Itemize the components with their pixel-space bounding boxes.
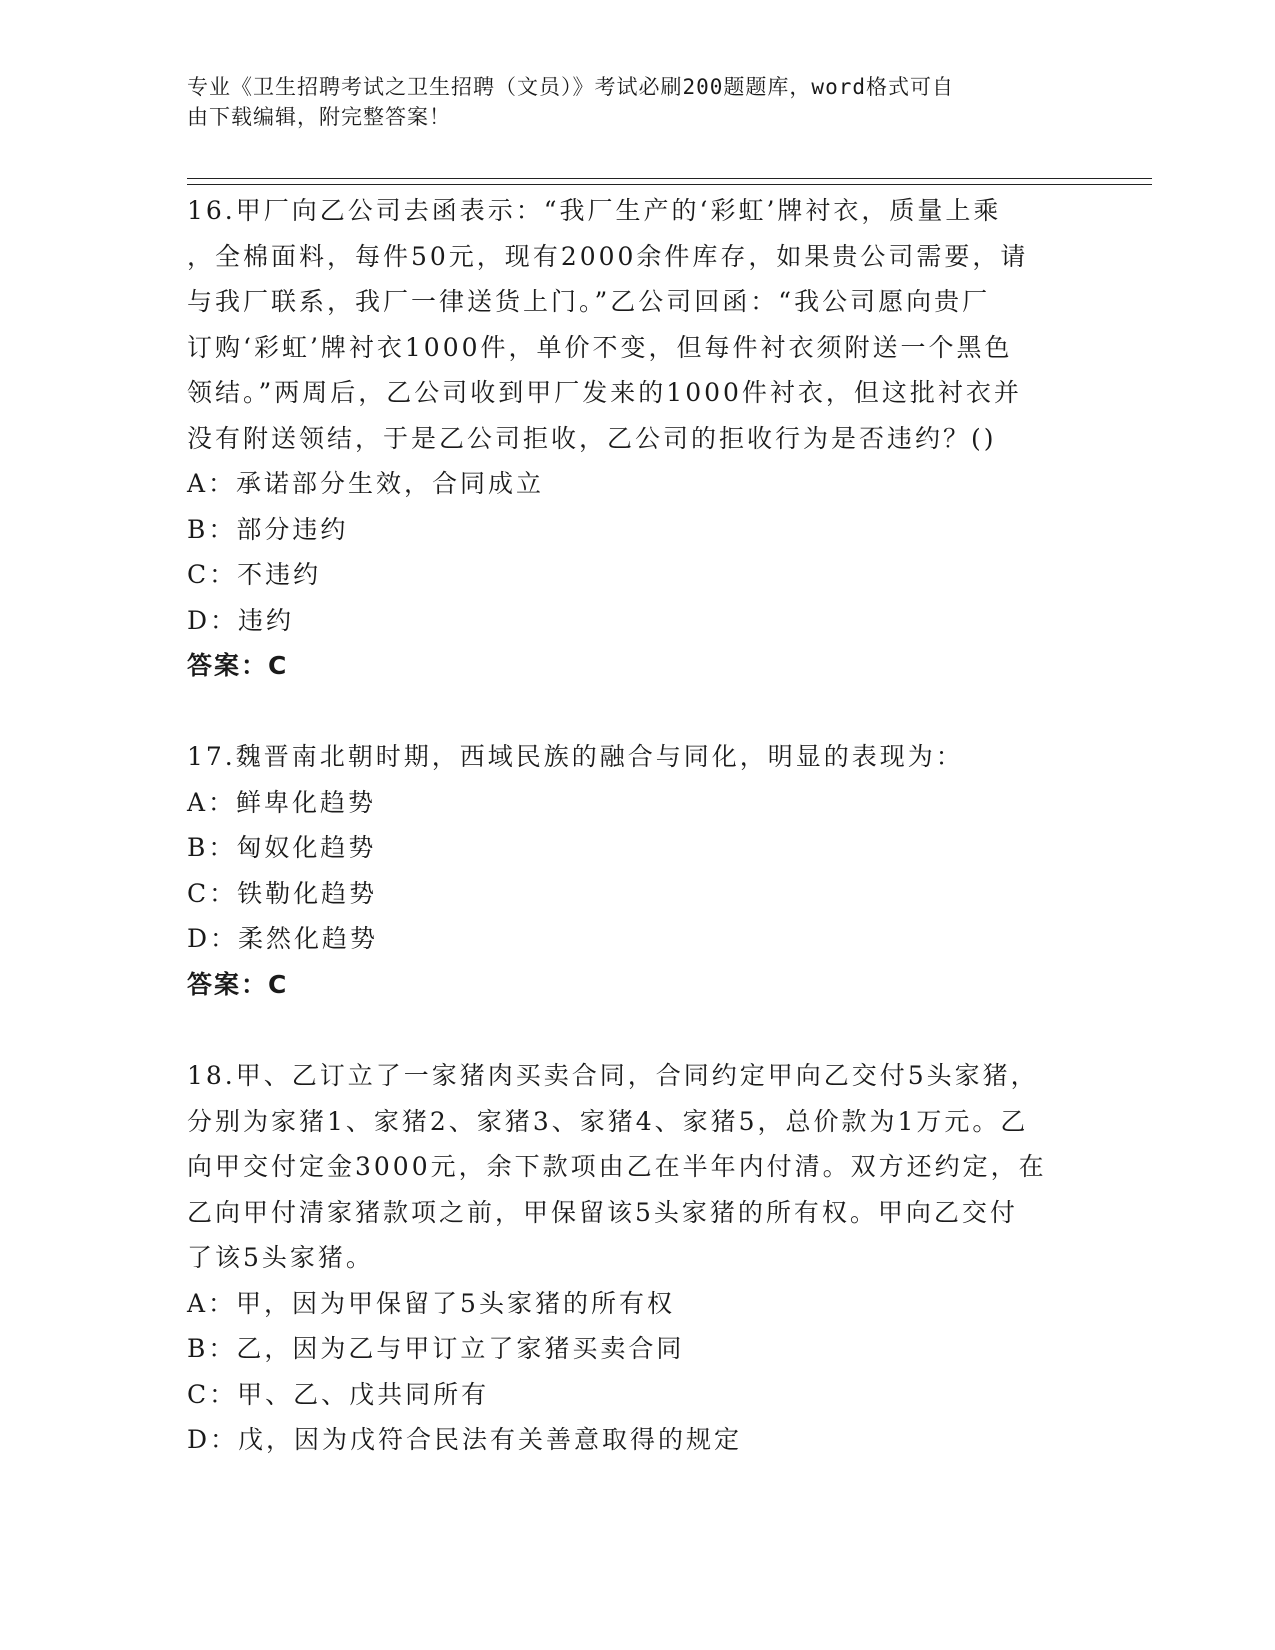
- header-divider-bottom: [187, 184, 1152, 185]
- option-b: B：乙，因为乙与甲订立了家猪买卖合同: [187, 1334, 685, 1363]
- header-divider-top: [187, 178, 1152, 179]
- option-a: A：甲，因为甲保留了5头家猪的所有权: [187, 1288, 675, 1318]
- option-b: B：部分违约: [187, 514, 349, 544]
- question-stem-line: ，全棉面料，每件50元，现有2000余件库存，如果贵公司需要，请: [187, 241, 1029, 271]
- question-stem-line: 与我厂联系，我厂一律送货上门。”乙公司回函：“我公司愿向贵厂: [187, 287, 991, 316]
- option-c: C：铁勒化趋势: [187, 878, 378, 908]
- option-b: B：匈奴化趋势: [187, 833, 377, 862]
- header-line-2: 由下载编辑，附完整答案！: [187, 105, 451, 129]
- document-header: [187, 72, 1067, 132]
- question-stem-line: 乙向甲付清家猪款项之前，甲保留该5头家猪的所有权。甲向乙交付: [187, 1197, 1018, 1227]
- option-c: C：甲、乙、戊共同所有: [187, 1379, 490, 1409]
- question-16: [187, 188, 1087, 689]
- question-stem-line: 18.甲、乙订立了一家猪肉买卖合同，合同约定甲向乙交付5头家猪，: [187, 1061, 1039, 1090]
- question-stem-line: 领结。”两周后，乙公司收到甲厂发来的1000件衬衣，但这批衬衣并: [187, 378, 1022, 407]
- option-d: D：戊，因为戊符合民法有关善意取得的规定: [187, 1425, 743, 1454]
- answer-label: 答案：C: [187, 969, 289, 999]
- question-stem-line: 向甲交付定金3000元，余下款项由乙在半年内付清。双方还约定，在: [187, 1152, 1047, 1181]
- header-line-1: 专业《卫生招聘考试之卫生招聘（文员）》考试必刷200题题库，word格式可自: [187, 75, 954, 99]
- question-stem-line: 没有附送领结，于是乙公司拒收，乙公司的拒收行为是否违约？(): [187, 423, 997, 453]
- question-stem-line: 分别为家猪1、家猪2、家猪3、家猪4、家猪5，总价款为1万元。乙: [187, 1106, 1029, 1136]
- option-a: A：承诺部分生效，合同成立: [187, 469, 545, 498]
- question-18: [187, 1053, 1087, 1463]
- question-stem-line: 了该5头家猪。: [187, 1243, 374, 1272]
- question-stem-line: 订购‘彩虹’牌衬衣1000件，单价不变，但每件衬衣须附送一个黑色: [187, 332, 1013, 362]
- option-d: D：柔然化趋势: [187, 924, 379, 953]
- answer-label: 答案：C: [187, 651, 289, 680]
- option-d: D：违约: [187, 605, 295, 635]
- question-stem-line: 17.魏晋南北朝时期，西域民族的融合与同化，明显的表现为：: [187, 742, 964, 771]
- option-c: C：不违约: [187, 560, 322, 589]
- question-stem-line: 16.甲厂向乙公司去函表示：“我厂生产的‘彩虹’牌衬衣，质量上乘: [187, 196, 1002, 225]
- question-17: [187, 734, 1087, 1007]
- option-a: A：鲜卑化趋势: [187, 787, 377, 817]
